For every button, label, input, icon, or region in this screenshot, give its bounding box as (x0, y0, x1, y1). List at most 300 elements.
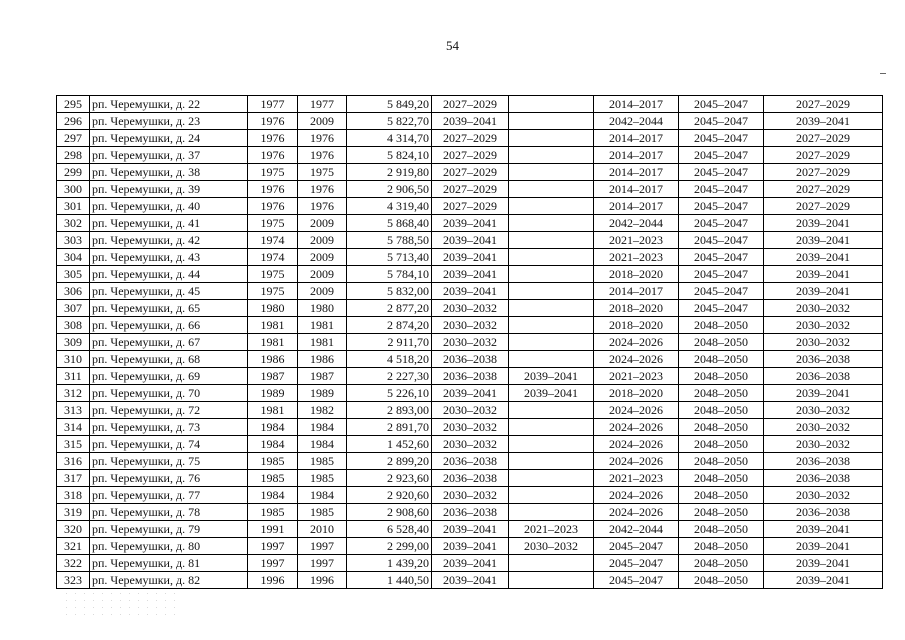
period-cell-4: 2045–2047 (679, 198, 764, 215)
address-cell: рп. Черемушки, д. 24 (90, 130, 248, 147)
row-number: 315 (57, 436, 90, 453)
table-row (57, 300, 883, 317)
year-commissioned-cell: 1976 (298, 147, 347, 164)
address-cell: рп. Черемушки, д. 75 (90, 453, 248, 470)
table-row (57, 419, 883, 436)
period-cell-1: 2039–2041 (432, 538, 509, 555)
address-cell: рп. Черемушки, д. 76 (90, 470, 248, 487)
area-cell: 2 874,20 (347, 317, 432, 334)
area-cell: 2 877,20 (347, 300, 432, 317)
period-cell-5: 2030–2032 (764, 334, 883, 351)
period-cell-1: 2027–2029 (432, 147, 509, 164)
period-cell-1: 2039–2041 (432, 266, 509, 283)
year-commissioned-cell: 1997 (298, 538, 347, 555)
period-cell-3: 2024–2026 (594, 453, 679, 470)
table-row (57, 215, 883, 232)
period-cell-1: 2027–2029 (432, 96, 509, 113)
address-cell: рп. Черемушки, д. 79 (90, 521, 248, 538)
period-cell-3: 2045–2047 (594, 555, 679, 572)
year-built-cell: 1986 (248, 351, 298, 368)
period-cell-2 (509, 232, 594, 249)
period-cell-5: 2036–2038 (764, 368, 883, 385)
area-cell: 2 299,00 (347, 538, 432, 555)
year-built-cell: 1997 (248, 538, 298, 555)
period-cell-5: 2030–2032 (764, 487, 883, 504)
period-cell-5: 2039–2041 (764, 249, 883, 266)
address-cell: рп. Черемушки, д. 40 (90, 198, 248, 215)
period-cell-3: 2024–2026 (594, 504, 679, 521)
year-commissioned-cell: 1976 (298, 198, 347, 215)
period-cell-4: 2048–2050 (679, 419, 764, 436)
address-cell: рп. Черемушки, д. 68 (90, 351, 248, 368)
year-commissioned-cell: 1984 (298, 487, 347, 504)
year-built-cell: 1976 (248, 130, 298, 147)
year-built-cell: 1976 (248, 198, 298, 215)
year-commissioned-cell: 1985 (298, 470, 347, 487)
year-built-cell: 1985 (248, 453, 298, 470)
year-commissioned-cell: 1996 (298, 572, 347, 589)
margin-mark (880, 73, 886, 74)
period-cell-2 (509, 487, 594, 504)
row-number: 309 (57, 334, 90, 351)
period-cell-3: 2042–2044 (594, 521, 679, 538)
address-cell: рп. Черемушки, д. 69 (90, 368, 248, 385)
period-cell-4: 2048–2050 (679, 538, 764, 555)
scan-artifact (62, 590, 182, 620)
table-row (57, 130, 883, 147)
area-cell: 2 920,60 (347, 487, 432, 504)
year-commissioned-cell: 1981 (298, 334, 347, 351)
address-cell: рп. Черемушки, д. 78 (90, 504, 248, 521)
period-cell-1: 2039–2041 (432, 249, 509, 266)
year-built-cell: 1975 (248, 266, 298, 283)
period-cell-4: 2048–2050 (679, 402, 764, 419)
area-cell: 5 226,10 (347, 385, 432, 402)
row-number: 301 (57, 198, 90, 215)
year-built-cell: 1974 (248, 232, 298, 249)
year-built-cell: 1984 (248, 419, 298, 436)
period-cell-5: 2039–2041 (764, 538, 883, 555)
row-number: 319 (57, 504, 90, 521)
table-row (57, 504, 883, 521)
area-cell: 1 452,60 (347, 436, 432, 453)
row-number: 310 (57, 351, 90, 368)
period-cell-1: 2027–2029 (432, 130, 509, 147)
address-cell: рп. Черемушки, д. 73 (90, 419, 248, 436)
period-cell-3: 2014–2017 (594, 164, 679, 181)
address-cell: рп. Черемушки, д. 41 (90, 215, 248, 232)
period-cell-5: 2030–2032 (764, 300, 883, 317)
period-cell-3: 2014–2017 (594, 283, 679, 300)
table-row (57, 334, 883, 351)
period-cell-1: 2030–2032 (432, 300, 509, 317)
period-cell-4: 2048–2050 (679, 504, 764, 521)
period-cell-5: 2030–2032 (764, 317, 883, 334)
table-row (57, 283, 883, 300)
period-cell-3: 2014–2017 (594, 130, 679, 147)
year-commissioned-cell: 1984 (298, 419, 347, 436)
row-number: 314 (57, 419, 90, 436)
address-cell: рп. Черемушки, д. 38 (90, 164, 248, 181)
year-commissioned-cell: 1985 (298, 453, 347, 470)
year-commissioned-cell: 1985 (298, 504, 347, 521)
period-cell-4: 2045–2047 (679, 266, 764, 283)
year-commissioned-cell: 2009 (298, 283, 347, 300)
year-commissioned-cell: 1980 (298, 300, 347, 317)
year-built-cell: 1984 (248, 436, 298, 453)
period-cell-3: 2014–2017 (594, 96, 679, 113)
row-number: 298 (57, 147, 90, 164)
address-cell: рп. Черемушки, д. 72 (90, 402, 248, 419)
year-commissioned-cell: 1975 (298, 164, 347, 181)
row-number: 320 (57, 521, 90, 538)
period-cell-2 (509, 130, 594, 147)
area-cell: 2 227,30 (347, 368, 432, 385)
year-built-cell: 1974 (248, 249, 298, 266)
area-cell: 2 908,60 (347, 504, 432, 521)
address-cell: рп. Черемушки, д. 39 (90, 181, 248, 198)
year-commissioned-cell: 1977 (298, 96, 347, 113)
table-row (57, 232, 883, 249)
area-cell: 5 849,20 (347, 96, 432, 113)
period-cell-5: 2039–2041 (764, 266, 883, 283)
row-number: 321 (57, 538, 90, 555)
row-number: 304 (57, 249, 90, 266)
period-cell-4: 2048–2050 (679, 521, 764, 538)
table-row (57, 555, 883, 572)
table-row (57, 487, 883, 504)
period-cell-4: 2048–2050 (679, 453, 764, 470)
period-cell-5: 2027–2029 (764, 130, 883, 147)
row-number: 295 (57, 96, 90, 113)
page-number: 54 (446, 38, 459, 53)
period-cell-4: 2048–2050 (679, 487, 764, 504)
row-number: 323 (57, 572, 90, 589)
year-commissioned-cell: 1984 (298, 436, 347, 453)
year-built-cell: 1976 (248, 147, 298, 164)
row-number: 297 (57, 130, 90, 147)
table-row (57, 453, 883, 470)
period-cell-2 (509, 113, 594, 130)
period-cell-5: 2036–2038 (764, 504, 883, 521)
period-cell-2 (509, 96, 594, 113)
period-cell-1: 2030–2032 (432, 334, 509, 351)
area-cell: 5 788,50 (347, 232, 432, 249)
period-cell-5: 2030–2032 (764, 419, 883, 436)
row-number: 313 (57, 402, 90, 419)
address-cell: рп. Черемушки, д. 80 (90, 538, 248, 555)
area-cell: 2 919,80 (347, 164, 432, 181)
period-cell-3: 2014–2017 (594, 198, 679, 215)
area-cell: 5 832,00 (347, 283, 432, 300)
period-cell-5: 2036–2038 (764, 351, 883, 368)
row-number: 317 (57, 470, 90, 487)
row-number: 318 (57, 487, 90, 504)
period-cell-2 (509, 555, 594, 572)
year-commissioned-cell: 2009 (298, 249, 347, 266)
address-cell: рп. Черемушки, д. 65 (90, 300, 248, 317)
period-cell-1: 2039–2041 (432, 113, 509, 130)
period-cell-4: 2045–2047 (679, 113, 764, 130)
area-cell: 1 440,50 (347, 572, 432, 589)
period-cell-3: 2014–2017 (594, 147, 679, 164)
year-built-cell: 1980 (248, 300, 298, 317)
period-cell-3: 2014–2017 (594, 181, 679, 198)
period-cell-3: 2024–2026 (594, 402, 679, 419)
table-row (57, 436, 883, 453)
period-cell-2: 2021–2023 (509, 521, 594, 538)
year-built-cell: 1981 (248, 334, 298, 351)
period-cell-3: 2042–2044 (594, 113, 679, 130)
address-cell: рп. Черемушки, д. 74 (90, 436, 248, 453)
table-row (57, 198, 883, 215)
period-cell-1: 2039–2041 (432, 555, 509, 572)
period-cell-1: 2027–2029 (432, 181, 509, 198)
area-cell: 4 314,70 (347, 130, 432, 147)
year-built-cell: 1981 (248, 402, 298, 419)
period-cell-1: 2039–2041 (432, 521, 509, 538)
table-row (57, 181, 883, 198)
row-number: 305 (57, 266, 90, 283)
period-cell-4: 2045–2047 (679, 181, 764, 198)
row-number: 307 (57, 300, 90, 317)
period-cell-4: 2045–2047 (679, 283, 764, 300)
year-built-cell: 1996 (248, 572, 298, 589)
period-cell-5: 2036–2038 (764, 470, 883, 487)
period-cell-2 (509, 164, 594, 181)
period-cell-1: 2036–2038 (432, 453, 509, 470)
period-cell-2 (509, 470, 594, 487)
table-row (57, 402, 883, 419)
period-cell-2 (509, 249, 594, 266)
period-cell-2 (509, 436, 594, 453)
period-cell-3: 2018–2020 (594, 266, 679, 283)
period-cell-3: 2045–2047 (594, 538, 679, 555)
address-cell: рп. Черемушки, д. 37 (90, 147, 248, 164)
period-cell-4: 2045–2047 (679, 249, 764, 266)
area-cell: 5 713,40 (347, 249, 432, 266)
period-cell-4: 2045–2047 (679, 215, 764, 232)
period-cell-2 (509, 283, 594, 300)
row-number: 312 (57, 385, 90, 402)
area-cell: 1 439,20 (347, 555, 432, 572)
year-commissioned-cell: 2009 (298, 113, 347, 130)
period-cell-5: 2030–2032 (764, 402, 883, 419)
period-cell-5: 2030–2032 (764, 436, 883, 453)
period-cell-3: 2018–2020 (594, 385, 679, 402)
row-number: 322 (57, 555, 90, 572)
row-number: 300 (57, 181, 90, 198)
period-cell-4: 2048–2050 (679, 351, 764, 368)
period-cell-2 (509, 147, 594, 164)
table-row (57, 572, 883, 589)
period-cell-3: 2021–2023 (594, 232, 679, 249)
year-commissioned-cell: 2009 (298, 266, 347, 283)
period-cell-2 (509, 504, 594, 521)
period-cell-1: 2030–2032 (432, 419, 509, 436)
year-commissioned-cell: 1997 (298, 555, 347, 572)
table-row (57, 249, 883, 266)
period-cell-5: 2039–2041 (764, 113, 883, 130)
period-cell-4: 2045–2047 (679, 96, 764, 113)
row-number: 306 (57, 283, 90, 300)
table-row (57, 113, 883, 130)
period-cell-1: 2030–2032 (432, 487, 509, 504)
row-number: 302 (57, 215, 90, 232)
period-cell-5: 2027–2029 (764, 164, 883, 181)
period-cell-5: 2027–2029 (764, 96, 883, 113)
period-cell-4: 2045–2047 (679, 232, 764, 249)
period-cell-4: 2048–2050 (679, 385, 764, 402)
period-cell-2 (509, 266, 594, 283)
year-commissioned-cell: 1986 (298, 351, 347, 368)
period-cell-4: 2045–2047 (679, 147, 764, 164)
address-cell: рп. Черемушки, д. 66 (90, 317, 248, 334)
period-cell-1: 2027–2029 (432, 198, 509, 215)
period-cell-2 (509, 300, 594, 317)
year-commissioned-cell: 2009 (298, 232, 347, 249)
area-cell: 2 923,60 (347, 470, 432, 487)
area-cell: 2 906,50 (347, 181, 432, 198)
period-cell-5: 2027–2029 (764, 147, 883, 164)
row-number: 311 (57, 368, 90, 385)
period-cell-4: 2048–2050 (679, 470, 764, 487)
year-built-cell: 1976 (248, 181, 298, 198)
period-cell-5: 2039–2041 (764, 521, 883, 538)
address-cell: рп. Черемушки, д. 82 (90, 572, 248, 589)
year-commissioned-cell: 1976 (298, 130, 347, 147)
area-cell: 2 891,70 (347, 419, 432, 436)
address-cell: рп. Черемушки, д. 70 (90, 385, 248, 402)
period-cell-1: 2039–2041 (432, 385, 509, 402)
area-cell: 5 824,10 (347, 147, 432, 164)
row-number: 303 (57, 232, 90, 249)
period-cell-4: 2048–2050 (679, 555, 764, 572)
period-cell-5: 2039–2041 (764, 283, 883, 300)
address-cell: рп. Черемушки, д. 44 (90, 266, 248, 283)
year-built-cell: 1985 (248, 470, 298, 487)
area-cell: 2 899,20 (347, 453, 432, 470)
period-cell-2 (509, 419, 594, 436)
year-built-cell: 1997 (248, 555, 298, 572)
period-cell-3: 2018–2020 (594, 300, 679, 317)
period-cell-2 (509, 215, 594, 232)
period-cell-2 (509, 351, 594, 368)
period-cell-2 (509, 198, 594, 215)
period-cell-1: 2030–2032 (432, 436, 509, 453)
period-cell-2 (509, 402, 594, 419)
period-cell-4: 2048–2050 (679, 436, 764, 453)
period-cell-5: 2039–2041 (764, 215, 883, 232)
period-cell-4: 2048–2050 (679, 368, 764, 385)
period-cell-4: 2045–2047 (679, 164, 764, 181)
year-commissioned-cell: 2010 (298, 521, 347, 538)
table-body (57, 96, 883, 589)
year-built-cell: 1976 (248, 113, 298, 130)
period-cell-1: 2027–2029 (432, 164, 509, 181)
period-cell-2 (509, 334, 594, 351)
period-cell-4: 2048–2050 (679, 317, 764, 334)
period-cell-5: 2039–2041 (764, 385, 883, 402)
area-cell: 5 868,40 (347, 215, 432, 232)
table-row (57, 538, 883, 555)
address-cell: рп. Черемушки, д. 81 (90, 555, 248, 572)
period-cell-3: 2042–2044 (594, 215, 679, 232)
year-commissioned-cell: 1989 (298, 385, 347, 402)
period-cell-2 (509, 453, 594, 470)
address-cell: рп. Черемушки, д. 43 (90, 249, 248, 266)
period-cell-1: 2036–2038 (432, 504, 509, 521)
row-number: 308 (57, 317, 90, 334)
period-cell-5: 2039–2041 (764, 572, 883, 589)
period-cell-4: 2045–2047 (679, 130, 764, 147)
period-cell-5: 2027–2029 (764, 198, 883, 215)
year-built-cell: 1977 (248, 96, 298, 113)
address-cell: рп. Черемушки, д. 42 (90, 232, 248, 249)
year-built-cell: 1975 (248, 215, 298, 232)
year-commissioned-cell: 1982 (298, 402, 347, 419)
row-number: 299 (57, 164, 90, 181)
period-cell-3: 2024–2026 (594, 436, 679, 453)
year-built-cell: 1975 (248, 283, 298, 300)
period-cell-3: 2024–2026 (594, 487, 679, 504)
period-cell-2 (509, 572, 594, 589)
row-number: 296 (57, 113, 90, 130)
period-cell-1: 2039–2041 (432, 232, 509, 249)
table-row (57, 266, 883, 283)
period-cell-3: 2024–2026 (594, 334, 679, 351)
year-built-cell: 1984 (248, 487, 298, 504)
period-cell-3: 2021–2023 (594, 470, 679, 487)
period-cell-1: 2036–2038 (432, 470, 509, 487)
period-cell-3: 2018–2020 (594, 317, 679, 334)
table-row (57, 470, 883, 487)
table-row (57, 317, 883, 334)
period-cell-1: 2039–2041 (432, 283, 509, 300)
period-cell-2: 2030–2032 (509, 538, 594, 555)
period-cell-1: 2036–2038 (432, 351, 509, 368)
period-cell-3: 2021–2023 (594, 368, 679, 385)
period-cell-2: 2039–2041 (509, 385, 594, 402)
period-cell-1: 2036–2038 (432, 368, 509, 385)
period-cell-3: 2024–2026 (594, 419, 679, 436)
period-cell-5: 2027–2029 (764, 181, 883, 198)
area-cell: 5 822,70 (347, 113, 432, 130)
year-built-cell: 1975 (248, 164, 298, 181)
period-cell-1: 2030–2032 (432, 317, 509, 334)
year-built-cell: 1987 (248, 368, 298, 385)
row-number: 316 (57, 453, 90, 470)
year-built-cell: 1989 (248, 385, 298, 402)
year-built-cell: 1985 (248, 504, 298, 521)
address-cell: рп. Черемушки, д. 23 (90, 113, 248, 130)
table-row (57, 164, 883, 181)
area-cell: 4 518,20 (347, 351, 432, 368)
period-cell-4: 2048–2050 (679, 572, 764, 589)
year-built-cell: 1981 (248, 317, 298, 334)
address-cell: рп. Черемушки, д. 67 (90, 334, 248, 351)
period-cell-5: 2039–2041 (764, 232, 883, 249)
address-cell: рп. Черемушки, д. 22 (90, 96, 248, 113)
period-cell-1: 2039–2041 (432, 215, 509, 232)
period-cell-4: 2045–2047 (679, 300, 764, 317)
table-row (57, 368, 883, 385)
year-commissioned-cell: 1981 (298, 317, 347, 334)
address-cell: рп. Черемушки, д. 77 (90, 487, 248, 504)
period-cell-2: 2039–2041 (509, 368, 594, 385)
table-row (57, 147, 883, 164)
housing-registry-table (56, 95, 883, 589)
